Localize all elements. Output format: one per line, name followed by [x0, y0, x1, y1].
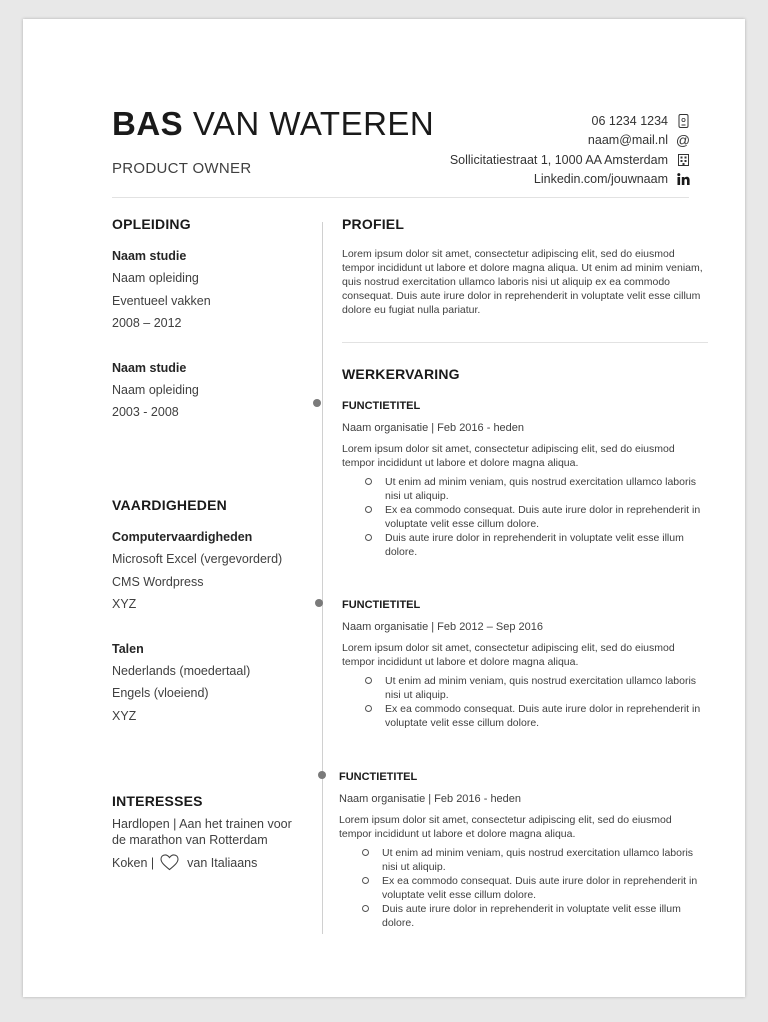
skill-item: Nederlands (moedertaal): [112, 663, 251, 678]
experience-heading: WERKERVARING: [342, 366, 460, 382]
job-bullets: [339, 846, 705, 930]
job-bullets: [342, 674, 708, 730]
email-text: naam@mail.nl: [587, 133, 668, 148]
resume-page: [23, 19, 745, 997]
skill-group: [112, 638, 312, 728]
skill-item: Engels (vloeiend): [112, 686, 209, 700]
contact-linkedin: [370, 170, 690, 190]
interest-cooking-rest: van Italiaans: [187, 855, 258, 870]
job-entry: [342, 598, 708, 730]
job-bullet: Duis aute irure dolor in reprehenderit in voluptate velit esse illum dolore.: [382, 902, 705, 930]
job-bullet: Ut enim ad minim veniam, quis nostrud exercitation ullamco laboris nisi ut aliquip.: [382, 846, 705, 874]
profile-text: Lorem ipsum dolor sit amet, consectetur adipiscing elit, sed do eiusmod tempor incididunt ut labore et dolore magna aliqua. Ut enim ad minim veniam, quis nostrud exercitation ullamco laboris nisi ut aliquip ex ea commodo consequat. Duis aute irure dolor in reprehenderit in voluptate velit esse cillum dolore eu fugiat nulla pariatur.: [342, 248, 703, 316]
job-description: Lorem ipsum dolor sit amet, consectetur adipiscing elit, sed do eiusmod tempor incididunt ut labore et dolore magna aliqua.: [339, 814, 672, 840]
skill-group-title: Talen: [112, 641, 144, 656]
interest-item: Hardlopen | Aan het trainen voor de marathon van Rotterdam: [112, 817, 292, 847]
education-line: Naam opleiding: [112, 271, 199, 285]
education-line: Naam opleiding: [112, 382, 199, 397]
skill-item: CMS Wordpress: [112, 574, 204, 589]
job-organisation: Naam organisatie | Feb 2016 - heden: [339, 793, 522, 805]
education-line: 2003 - 2008: [112, 405, 179, 419]
education-item: [112, 245, 312, 335]
job-description: Lorem ipsum dolor sit amet, consectetur adipiscing elit, sed do eiusmod tempor incididunt ut labore et dolore magna aliqua.: [342, 642, 675, 668]
contact-phone: [370, 111, 690, 131]
profile-heading: PROFIEL: [342, 216, 405, 232]
contact-email: [370, 131, 690, 151]
job-description: Lorem ipsum dolor sit amet, consectetur adipiscing elit, sed do eiusmod tempor incididunt ut labore et dolore magna aliqua.: [342, 443, 675, 469]
job-title: FUNCTIETITEL: [339, 771, 418, 783]
job-bullet: Ut enim ad minim veniam, quis nostrud exercitation ullamco laboris nisi ut aliquip.: [385, 475, 708, 503]
job-bullet: Duis aute irure dolor in reprehenderit in voluptate velit esse illum dolore.: [385, 531, 708, 559]
timeline-line: [322, 222, 323, 934]
job-organisation: Naam organisatie | Feb 2012 – Sep 2016: [342, 621, 543, 633]
timeline-dot: [318, 771, 326, 779]
education-study: Naam studie: [112, 360, 187, 375]
education-line: Eventueel vakken: [112, 293, 211, 308]
job-title: FUNCTIETITEL: [342, 599, 421, 611]
skill-group-title: Computervaardigheden: [112, 530, 253, 544]
education-heading: OPLEIDING: [112, 216, 191, 232]
job-bullets: [342, 475, 708, 559]
interest-item: [112, 854, 297, 871]
skill-item: Microsoft Excel (vergevorderd): [112, 552, 283, 566]
heart-icon: [160, 854, 179, 871]
job-entry: [339, 770, 705, 930]
interest-cooking-label: Koken |: [112, 855, 155, 870]
experience-section: [342, 366, 708, 382]
interests-heading: INTERESSES: [112, 793, 203, 809]
education-study: Naam studie: [112, 249, 187, 263]
timeline-dot: [313, 399, 321, 407]
linkedin-text: Linkedin.com/jouwnaam: [533, 172, 668, 187]
education-line: 2008 – 2012: [112, 316, 182, 330]
skill-group: [112, 526, 312, 616]
job-organisation: Naam organisatie | Feb 2016 - heden: [342, 422, 525, 434]
job-bullet: Ut enim ad minim veniam, quis nostrud exercitation ullamco laboris nisi ut aliquip.: [385, 674, 708, 702]
phone-text: 06 1234 1234: [591, 113, 668, 128]
job-title: FUNCTIETITEL: [342, 400, 421, 412]
job-bullet: Ex ea commodo consequat. Duis aute irure dolor in reprehenderit in voluptate velit esse cillum dolore.: [385, 702, 708, 730]
job-entry: [342, 399, 708, 559]
job-title-heading: PRODUCT OWNER: [112, 160, 252, 177]
job-bullet: Ex ea commodo consequat. Duis aute irure dolor in reprehenderit in voluptate velit esse cillum dolore.: [382, 874, 705, 902]
job-bullet: Ex ea commodo consequat. Duis aute irure dolor in reprehenderit in voluptate velit esse cillum dolore.: [385, 503, 708, 531]
address-text: Sollicitatiestraat 1, 1000 AA Amsterdam: [449, 152, 668, 167]
building-icon: [676, 153, 690, 167]
header-divider: [112, 197, 689, 198]
profile-divider: [342, 342, 708, 343]
last-name: VAN WATEREN: [192, 105, 435, 142]
left-column: [112, 216, 312, 870]
contact-block: [370, 111, 690, 189]
skill-item: XYZ: [112, 597, 137, 611]
timeline-dot: [315, 599, 323, 607]
linkedin-icon: [676, 172, 690, 186]
education-item: [112, 357, 312, 424]
at-icon: @: [675, 132, 691, 149]
phone-icon: [676, 114, 690, 128]
profile-section: [342, 216, 708, 317]
interests-section: [112, 793, 297, 871]
skills-heading: VAARDIGHEDEN: [112, 497, 227, 513]
skill-item: XYZ: [112, 708, 137, 723]
education-section: [112, 216, 312, 424]
skills-section: [112, 497, 312, 727]
contact-address: [370, 150, 690, 170]
first-name: BAS: [112, 105, 184, 142]
